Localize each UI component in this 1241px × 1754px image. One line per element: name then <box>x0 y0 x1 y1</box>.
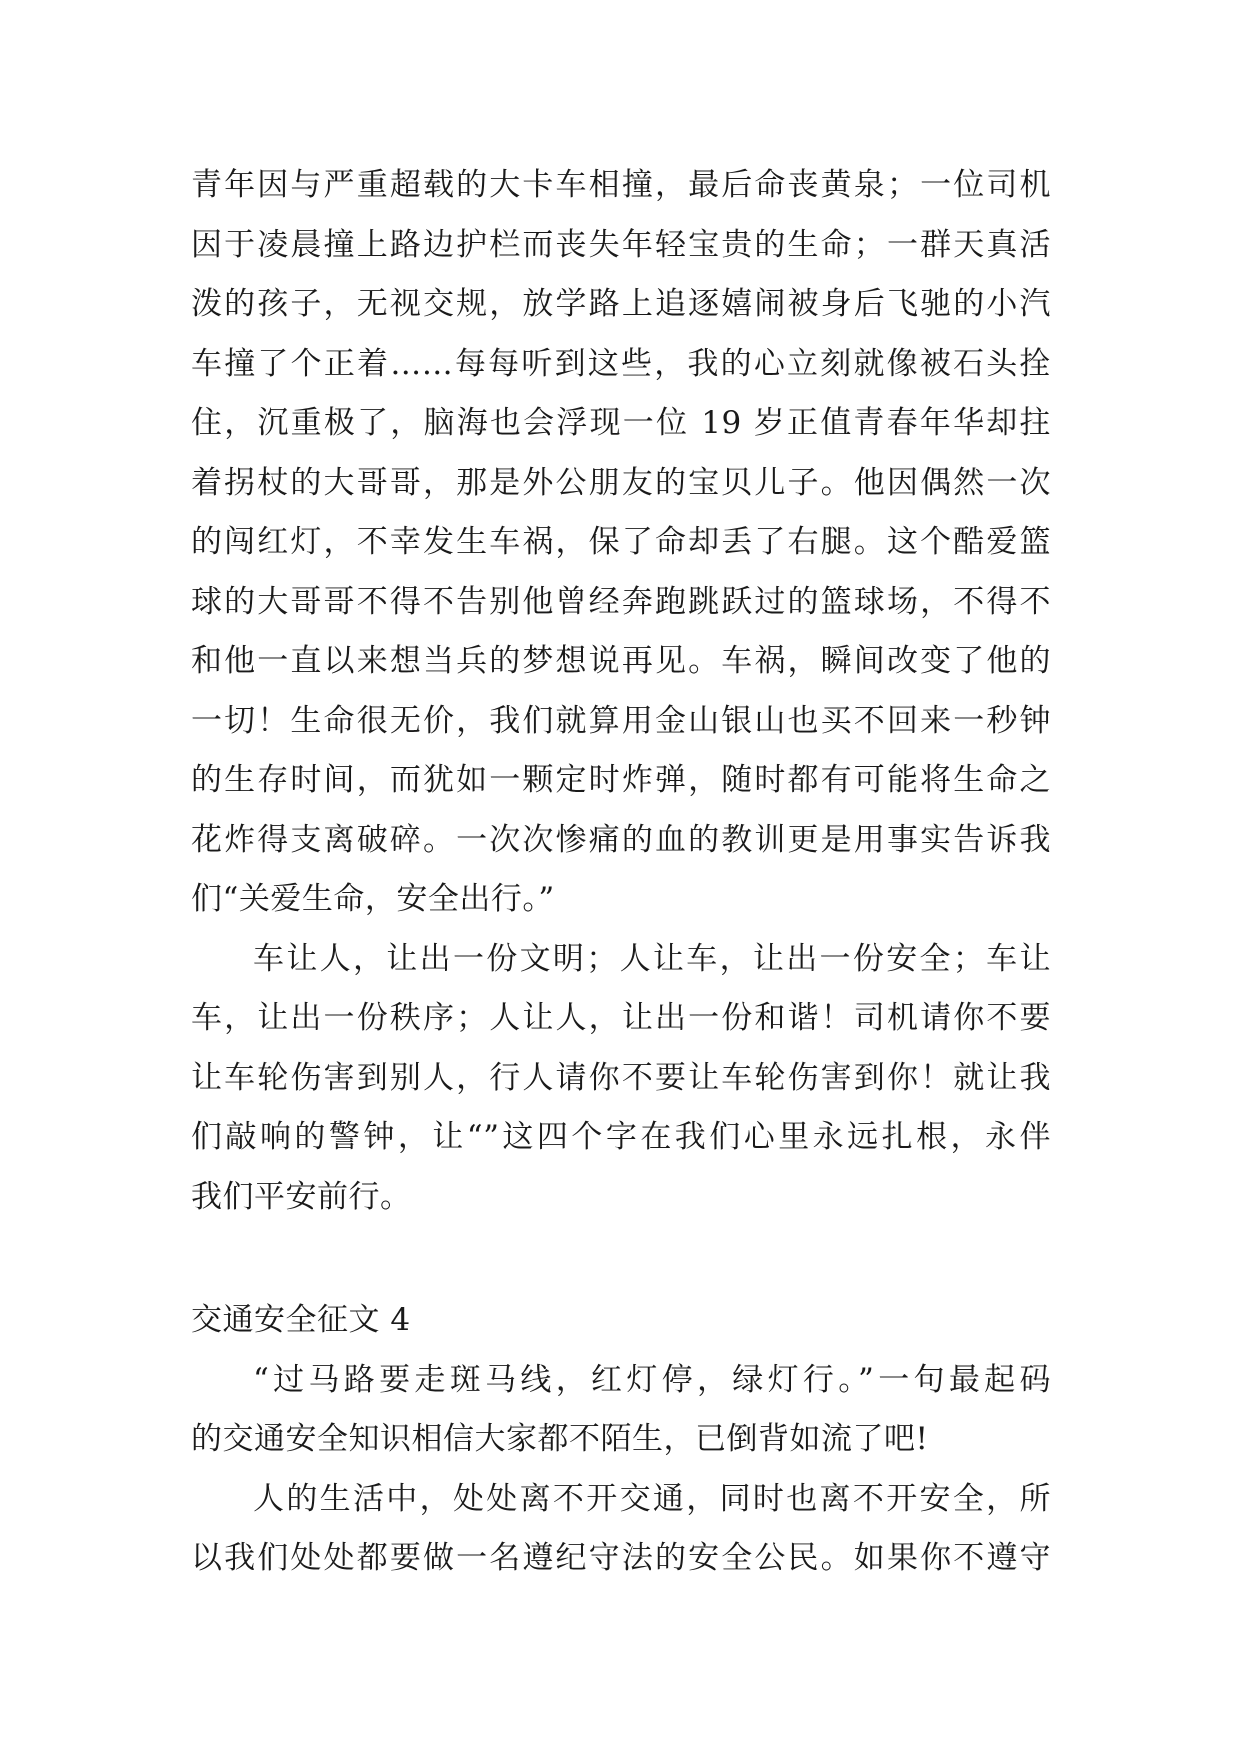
text-line: 一切！生命很无价，我们就算用金山银山也买不回来一秒钟 <box>191 702 1051 739</box>
text-line: 以我们处处都要做一名遵纪守法的安全公民。如果你不遵守 <box>191 1540 1051 1576</box>
text-line: 让车轮伤害到别人，行人请你不要让车轮伤害到你！就让我 <box>191 1059 1051 1096</box>
text-line: 花炸得支离破碎。一次次惨痛的血的教训更是用事实告诉我 <box>191 821 1051 858</box>
text-line: 球的大哥哥不得不告别他曾经奔跑跳跃过的篮球场，不得不 <box>191 583 1051 620</box>
text-line: 们敲响的警钟，让“”这四个字在我们心里永远扎根，永伴 <box>191 1119 1051 1155</box>
section4-paragraph2 <box>191 1470 1051 1589</box>
text-line: 车撞了个正着……每每听到这些，我的心立刻就像被石头拴 <box>191 345 1051 382</box>
document-page <box>191 156 1051 1589</box>
section3-paragraph1 <box>191 156 1051 930</box>
text-line: 车让人，让出一份文明；人让车，让出一份安全；车让 <box>253 940 1051 977</box>
text-line: 和他一直以来想当兵的梦想说再见。车祸，瞬间改变了他的 <box>191 643 1051 679</box>
text-line: 住，沉重极了，脑海也会浮现一位 19 岁正值青春年华却拄 <box>191 405 1051 441</box>
section-spacer <box>191 1227 1051 1291</box>
text-line: 青年因与严重超载的大卡车相撞，最后命丧黄泉；一位司机 <box>191 167 1051 203</box>
text-line: 我们平安前行。 <box>191 1178 412 1215</box>
section3-paragraph2 <box>191 930 1051 1228</box>
text-line: 的交通安全知识相信大家都不陌生，已倒背如流了吧! <box>191 1421 929 1457</box>
text-line: 着拐杖的大哥哥，那是外公朋友的宝贝儿子。他因偶然一次 <box>191 464 1051 501</box>
section4-paragraph1 <box>191 1351 1051 1470</box>
text-line: 人的生活中，处处离不开交通，同时也离不开安全，所 <box>253 1480 1051 1517</box>
text-line: “过马路要走斑马线，红灯停，绿灯行。”一句最起码 <box>253 1361 1051 1398</box>
text-line: 的生存时间，而犹如一颗定时炸弹，随时都有可能将生命之 <box>191 762 1051 798</box>
text-line: 泼的孩子，无视交规，放学路上追逐嬉闹被身后飞驰的小汽 <box>191 286 1051 322</box>
section4-heading: 交通安全征文 4 <box>191 1302 411 1338</box>
text-line: 因于凌晨撞上路边护栏而丧失年轻宝贵的生命；一群天真活 <box>191 226 1051 263</box>
text-line: 们“关爱生命，安全出行。” <box>191 881 555 917</box>
text-line: 车，让出一份秩序；人让人，让出一份和谐！司机请你不要 <box>191 1000 1051 1036</box>
text-line: 的闯红灯，不幸发生车祸，保了命却丢了右腿。这个酷爱篮 <box>191 524 1051 560</box>
